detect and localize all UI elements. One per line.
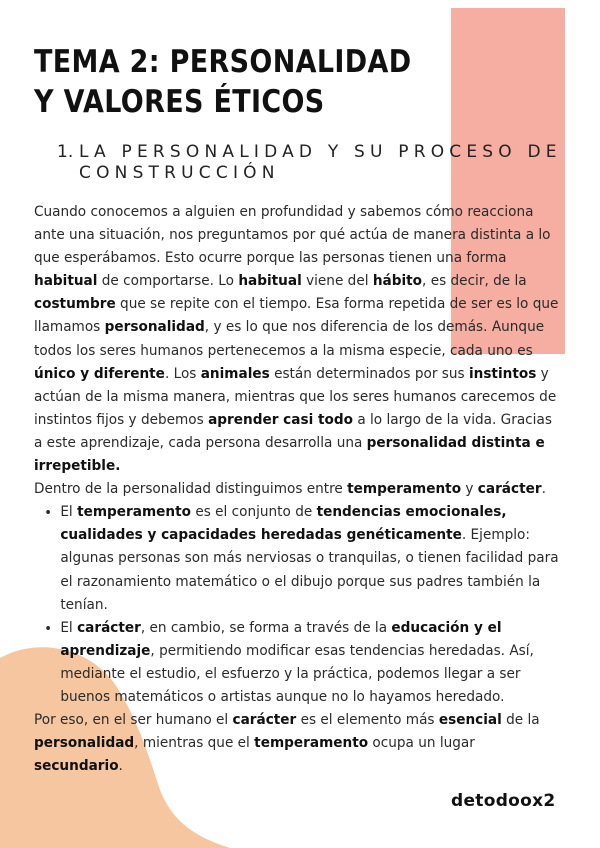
section-heading-text: LA PERSONALIDAD Y SU PROCESO DE CONSTRUCCIÓN [79,142,562,183]
paragraph-distinction: Dentro de la personalidad distinguimos entre temperamento y carácter. [34,481,546,498]
emphasis-text: temperamento [254,735,369,752]
emphasis-text: secundario [34,758,119,775]
emphasis-text: personalidad [104,319,205,336]
emphasis-text: temperamento [347,481,462,498]
bullet-temperamento: • El temperamento es el conjunto de tendencias emocionales, cualidades y capacidades heredadas genéticamente. Ejemplo: algunas personas son más nerviosas o tranquilas, o tienen facilidad para el razonamiento matemático o el dibujo porque sus padres también la tenían. [60,501,562,616]
emphasis-text: personalidad distinta e irrepetible. [34,434,545,475]
emphasis-text: carácter [232,712,297,729]
section-heading [57,142,577,184]
emphasis-text: habitual [34,273,98,290]
emphasis-text: esencial [438,712,502,729]
brand-watermark: detodoox2 [451,791,556,811]
emphasis-text: carácter [477,481,542,498]
emphasis-text: carácter [77,619,141,636]
paragraph-intro: Cuando conocemos a alguien en profundidad y sabemos cómo reacciona ante una situación, nos preguntamos por qué actúa de manera distinta a lo que esperábamos. Esto ocurre porque las personas tienen una forma habitual de comportarse. Lo habitual viene del hábito, es decir, de la costumbre que se repite con el tiempo. Esa forma repetida de ser es lo que llamamos personalidad, y es lo que nos diferencia de los demás. Aunque todos los seres humanos pertenecemos a la misma especie, cada uno es único y diferente. Los animales están determinados por sus instintos y actúan de la misma manera, mientras que los seres humanos carecemos de instintos fijos y debemos aprender casi todo a lo largo de la vida. Gracias a este aprendizaje, cada persona desarrolla una personalidad distinta e irrepetible. [34,204,559,475]
emphasis-text: educación y el aprendizaje [60,619,502,659]
emphasis-text: aprender casi todo [208,411,353,428]
emphasis-text: tendencias emocionales, cualidades y capacidades heredadas genéticamente [60,504,507,544]
section-number: 1. [57,142,74,162]
emphasis-text: habitual [238,273,302,290]
page-title: TEMA 2: PERSONALIDAD Y VALORES ÉTICOS [34,44,412,120]
bullet-list [34,501,562,709]
emphasis-text: temperamento [77,504,191,521]
bullet-caracter: • El carácter, en cambio, se forma a través de la educación y el aprendizaje, permitiendo modificar esas tendencias heredadas. Así, mediante el estudio, el esfuerzo y la práctica, podemos llegar a ser buenos matemáticos o artistas aunque no lo hayamos heredado. [60,617,562,709]
paragraph-conclusion: Por eso, en el ser humano el carácter es el elemento más esencial de la personalidad, mientras que el temperamento ocupa un lugar secundario. [34,712,540,775]
emphasis-text: hábito [372,273,423,290]
body-text [34,201,562,778]
emphasis-text: único y diferente [34,365,165,382]
emphasis-text: personalidad [34,735,135,752]
emphasis-text: costumbre [34,296,116,313]
emphasis-text: animales [200,365,270,382]
emphasis-text: instintos [468,365,537,382]
